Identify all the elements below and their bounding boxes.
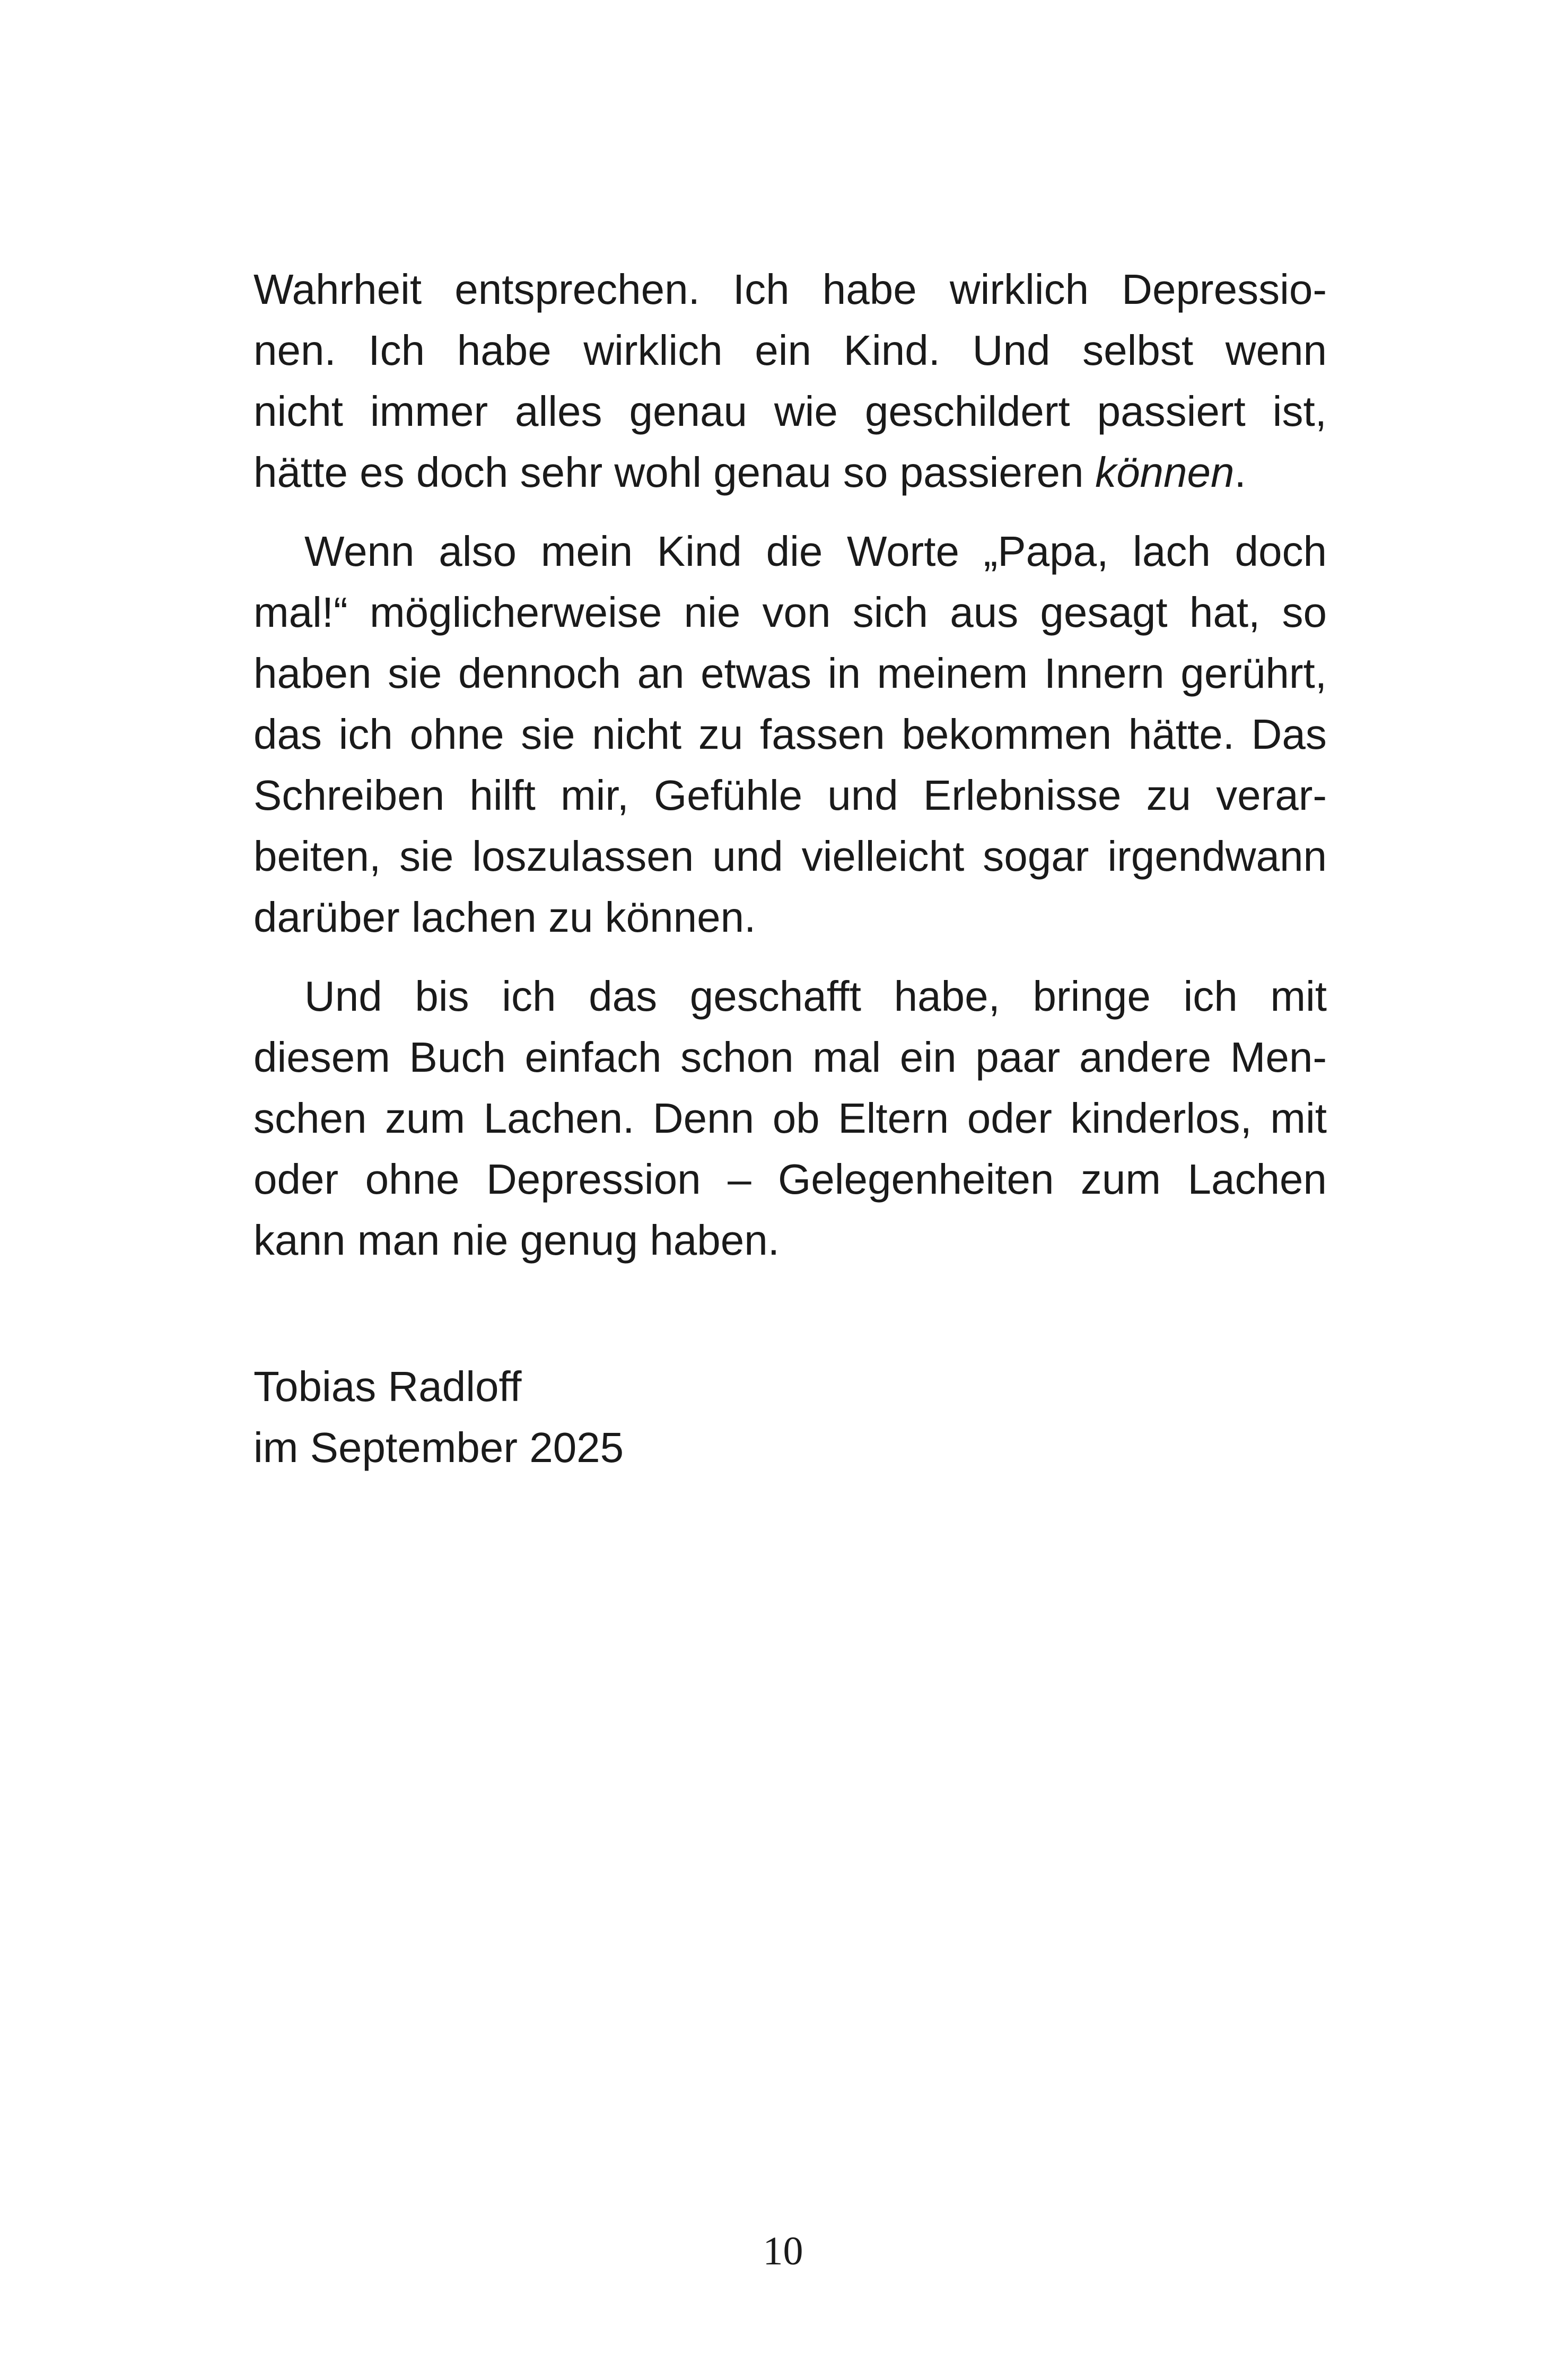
text-line xyxy=(253,320,1327,381)
word: oder xyxy=(967,1095,1052,1142)
word: genau xyxy=(629,388,747,435)
text-line: darüber lachen zu können. xyxy=(253,894,756,941)
word: mein xyxy=(540,528,633,575)
word: passiert xyxy=(1097,388,1246,435)
word: nicht xyxy=(253,388,343,435)
word: das xyxy=(589,973,658,1020)
text-line xyxy=(253,1088,1327,1149)
word: bis xyxy=(415,973,469,1020)
signature-date: im September 2025 xyxy=(253,1424,624,1471)
word: Und xyxy=(304,973,382,1020)
word: doch xyxy=(1235,528,1327,575)
text-line xyxy=(253,442,1327,503)
word: Kind xyxy=(657,528,742,575)
word: diesem xyxy=(253,1034,390,1081)
paragraph-gap xyxy=(253,503,1327,521)
word: Ich xyxy=(732,266,790,313)
word: Lachen. xyxy=(483,1095,635,1142)
word: immer xyxy=(370,388,488,435)
word: Eltern xyxy=(838,1095,949,1142)
word: andere xyxy=(1079,1034,1212,1081)
word: ohne xyxy=(409,711,504,758)
word: mit xyxy=(1270,973,1327,1020)
word: gerührt, xyxy=(1180,650,1327,697)
page-number: 10 xyxy=(763,2229,803,2273)
text-line xyxy=(253,259,1327,320)
word: und xyxy=(712,833,783,880)
word: Erlebnisse xyxy=(923,772,1122,819)
word: und xyxy=(827,772,898,819)
word: also xyxy=(439,528,517,575)
word: bringe xyxy=(1033,973,1151,1020)
signature-block xyxy=(253,1356,624,1478)
word: einfach xyxy=(524,1034,662,1081)
text-line xyxy=(253,966,1327,1027)
word: loszulassen xyxy=(472,833,694,880)
word: Und xyxy=(972,327,1051,374)
word: Men- xyxy=(1230,1034,1327,1081)
word: mal!“ xyxy=(253,589,348,636)
word: hat, xyxy=(1189,589,1261,636)
word: Lachen xyxy=(1187,1156,1327,1203)
word: schon xyxy=(680,1034,794,1081)
text-line xyxy=(253,1149,1327,1210)
word: Depression xyxy=(486,1156,701,1203)
word: meinem xyxy=(877,650,1028,697)
word: wie xyxy=(774,388,838,435)
text-line xyxy=(253,826,1327,887)
text-run: . xyxy=(1234,449,1246,496)
word: Gelegenheiten xyxy=(778,1156,1054,1203)
word: an xyxy=(637,650,685,697)
word: das xyxy=(253,711,322,758)
word: schen xyxy=(253,1095,367,1142)
word: von xyxy=(762,589,831,636)
word: ist, xyxy=(1272,388,1327,435)
word: ohne xyxy=(365,1156,460,1203)
word: geschafft xyxy=(689,973,861,1020)
word: haben xyxy=(253,650,372,697)
word: fassen xyxy=(760,711,885,758)
word: ich xyxy=(502,973,556,1020)
word: bekommen xyxy=(902,711,1112,758)
word: oder xyxy=(253,1156,339,1203)
text-line xyxy=(253,1027,1327,1088)
author-name: Tobias Radloff xyxy=(253,1363,522,1410)
word: paar xyxy=(975,1034,1061,1081)
word: zum xyxy=(1080,1156,1161,1203)
text-line xyxy=(253,381,1327,442)
word: Buch xyxy=(409,1034,506,1081)
word: etwas xyxy=(701,650,812,697)
word: möglicherweise xyxy=(370,589,662,636)
word: Kind. xyxy=(843,327,941,374)
word: beiten, xyxy=(253,833,381,880)
text-line xyxy=(253,582,1327,643)
word: habe xyxy=(822,266,917,313)
word: mir, xyxy=(560,772,629,819)
word: zu xyxy=(698,711,743,758)
word: Wenn xyxy=(304,528,415,575)
word: entsprechen. xyxy=(454,266,700,313)
text-line xyxy=(253,704,1327,765)
text-line xyxy=(253,521,1327,582)
word: Schreiben xyxy=(253,772,445,819)
word: mal xyxy=(812,1034,881,1081)
word: Gefühle xyxy=(653,772,803,819)
word: sie xyxy=(388,650,442,697)
word: Innern xyxy=(1044,650,1165,697)
word: die xyxy=(766,528,823,575)
text-line xyxy=(253,765,1327,826)
word: Wahrheit xyxy=(253,266,422,313)
word: kinderlos, xyxy=(1070,1095,1252,1142)
text-run: hätte es doch sehr wohl genau so passieren xyxy=(253,449,1084,496)
word: aus xyxy=(950,589,1019,636)
word: sie xyxy=(399,833,454,880)
body-text xyxy=(253,259,1327,1271)
word: so xyxy=(1282,589,1327,636)
word: geschildert xyxy=(864,388,1070,435)
word: habe xyxy=(457,327,552,374)
word: ein xyxy=(755,327,812,374)
word: – xyxy=(728,1156,751,1203)
word: irgendwann xyxy=(1107,833,1327,880)
word: Worte xyxy=(847,528,959,575)
word: Depressio- xyxy=(1122,266,1327,313)
word: sich xyxy=(852,589,928,636)
word: wenn xyxy=(1225,327,1327,374)
word: wirklich xyxy=(583,327,723,374)
word: zum xyxy=(385,1095,466,1142)
word: ich xyxy=(1183,973,1238,1020)
word: zu xyxy=(1146,772,1191,819)
word: lach xyxy=(1133,528,1211,575)
word: ich xyxy=(338,711,393,758)
word: sogar xyxy=(983,833,1089,880)
word: in xyxy=(827,650,861,697)
word: nicht xyxy=(592,711,682,758)
word: vielleicht xyxy=(801,833,965,880)
emphasis-text: können xyxy=(1095,449,1235,496)
word: verar- xyxy=(1216,772,1327,819)
word: hilft xyxy=(469,772,536,819)
paragraph-gap xyxy=(253,948,1327,966)
word: mit xyxy=(1270,1095,1327,1142)
word: nie xyxy=(684,589,741,636)
word: sie xyxy=(521,711,575,758)
word: ob xyxy=(772,1095,820,1142)
word: hätte. xyxy=(1128,711,1235,758)
word: selbst xyxy=(1082,327,1194,374)
word: Denn xyxy=(652,1095,755,1142)
text-line xyxy=(253,643,1327,704)
word: alles xyxy=(515,388,602,435)
word: dennoch xyxy=(458,650,621,697)
word: Das xyxy=(1251,711,1327,758)
word: „Papa, xyxy=(983,528,1109,575)
word: nen. xyxy=(253,327,336,374)
word: habe, xyxy=(894,973,1000,1020)
word: ein xyxy=(899,1034,957,1081)
text-line: kann man nie genug haben. xyxy=(253,1217,780,1264)
word: wirklich xyxy=(949,266,1089,313)
word: gesagt xyxy=(1040,589,1168,636)
word: Ich xyxy=(368,327,425,374)
